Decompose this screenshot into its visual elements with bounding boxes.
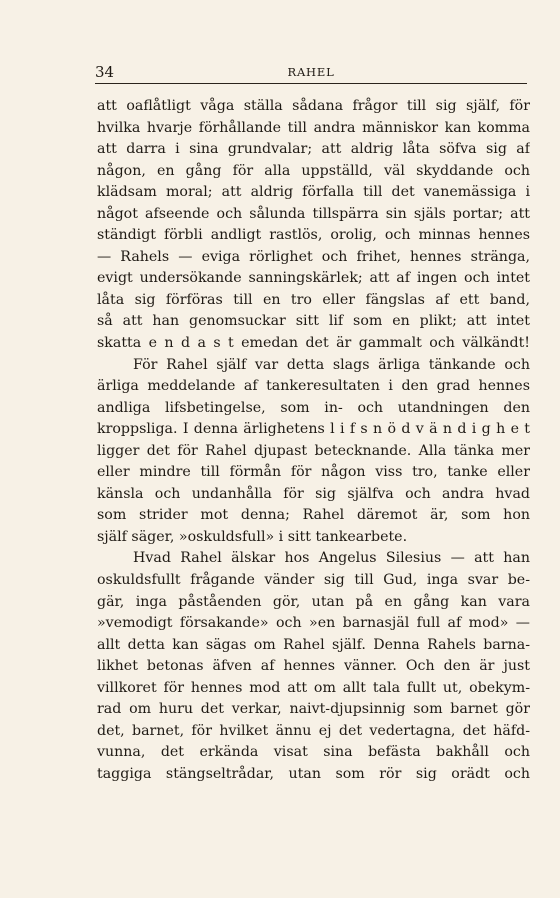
text-line: ligger det för Rahel djupast betecknande. Alla tänka mer: [97, 442, 530, 459]
text-line: gär, inga påståenden gör, utan på en gång kan vara: [97, 593, 530, 610]
text-line: evigt undersökande sanningskärlek; att af ingen och intet: [97, 270, 530, 287]
text-line: ärliga meddelande af tankeresultaten i den grad hennes: [97, 378, 530, 395]
text-line: det, barnet, för hvilket ännu ej det vedertagna, det häfd-: [97, 722, 530, 739]
text-line: »vemodigt försakande» och »en barnasjäl full af mod» —: [97, 615, 530, 632]
text-line: känsla och undanhålla för sig själfva och andra hvad: [97, 485, 530, 502]
text-line: något afseende och sålunda tillspärra sin själs portar; att: [97, 205, 530, 222]
text-line: ständigt förbli andligt rastlös, orolig, och minnas hennes: [97, 227, 530, 244]
header-rule: [95, 83, 527, 84]
text-line: någon, en gång för alla uppställd, väl skyddande och: [97, 162, 530, 179]
text-line: andliga lifsbetingelse, som in- och utandningen den: [97, 399, 530, 416]
text-line: skatta e n d a s t emedan det är gammalt och välkändt!: [97, 335, 530, 352]
text-line: rad om huru det verkar, naivt-djupsinnig som barnet gör: [97, 701, 530, 718]
text-line: så att han genomsuckar sitt lif som en plikt; att intet: [97, 313, 530, 330]
text-line: att darra i sina grundvalar; att aldrig låta söfva sig af: [97, 141, 530, 158]
body-text: [97, 96, 530, 786]
text-line: taggiga stängseltrådar, utan som rör sig orädt och: [97, 765, 530, 782]
text-line: själf säger, »oskuldsfull» i sitt tankearbete.: [97, 528, 408, 545]
text-line: — Rahels — eviga rörlighet och frihet, hennes stränga,: [97, 248, 530, 265]
text-line: Hvad Rahel älskar hos Angelus Silesius — att han: [133, 550, 530, 567]
text-line: oskuldsfullt frågande vänder sig till Gud, inga svar be-: [97, 572, 530, 589]
text-line: att oaflåtligt våga ställa sådana frågor till sig själf, för: [97, 98, 530, 114]
text-line: hvilka hvarje förhållande till andra människor kan komma: [97, 119, 530, 136]
text-line: vunna, det erkända visat sina befästa bakhåll och: [97, 744, 530, 761]
text-line: kroppsliga. I denna ärlighetens l i f s n ö d v ä n d i g h e t: [97, 421, 530, 438]
text-line: eller mindre till förmån för någon viss tro, tanke eller: [97, 464, 530, 481]
text-line: För Rahel själf var detta slags ärliga tänkande och: [133, 356, 530, 373]
text-line: villkoret för hennes mod att om allt tala fullt ut, obekym-: [97, 679, 530, 696]
page-header: [95, 62, 527, 86]
text-line: klädsam moral; att aldrig förfalla till det vanemässiga i: [97, 184, 530, 201]
text-line: likhet betonas äfven af hennes vänner. Och den är just: [97, 658, 530, 675]
text-line: låta sig förföras till en tro eller fängslas af ett band,: [97, 291, 530, 308]
running-title: RAHEL: [287, 65, 335, 79]
page-number: 34: [95, 63, 115, 81]
text-line: som strider mot denna; Rahel däremot är, som hon: [97, 507, 530, 524]
text-line: allt detta kan sägas om Rahel själf. Denna Rahels barna-: [97, 636, 530, 653]
